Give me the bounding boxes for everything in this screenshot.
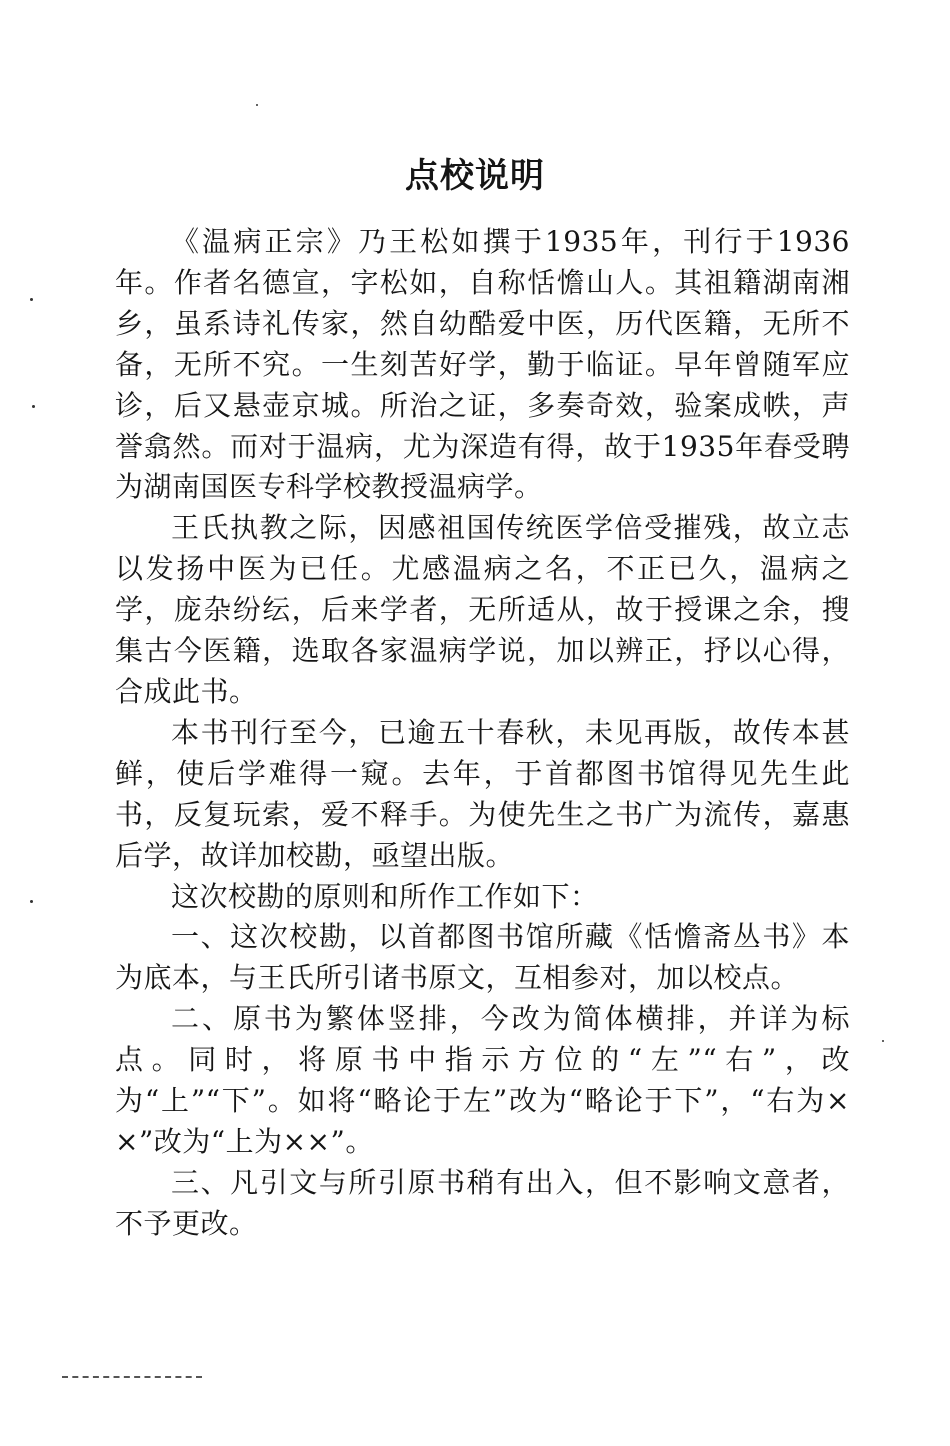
paragraph-principle-3: 三、凡引文与所引原书稍有出入，但不影响文意者，不予更改。 (115, 1165, 850, 1240)
scan-speck (30, 298, 33, 301)
paragraph-principle-2: 二、原书为繁体竖排，今改为简体横排，并详为标点。同时，将原书中指示方位的“左”“右”，改为“上”“下”。如将“略论于左”改为“略论于下”，“右为××”改为“上为××”。 (115, 1002, 850, 1158)
paragraph-principle-1: 一、这次校勘，以首都图书馆所藏《恬憺斋丛书》本为底本，与王氏所引诸书原文，互相参对，加以校点。 (115, 920, 850, 995)
scan-speck (256, 104, 258, 106)
scan-speck (30, 900, 33, 903)
scan-speck (882, 1040, 884, 1042)
paragraph-author-motive: 王氏执教之际，因感祖国传统医学倍受摧残，故立志以发扬中医为已任。尤感温病之名，不正已久，温病之学，庞杂纷纭，后来学者，无所适从，故于授课之余，搜集古今医籍，选取各家温病学说，加以辨正，抒以心得，合成此书。 (115, 511, 850, 708)
paragraph-principles-intro: 这次校勘的原则和所作工作如下： (171, 879, 599, 913)
page-title: 点校说明 (405, 156, 545, 196)
footer-rule (62, 1376, 202, 1380)
paragraph-intro: 《温病正宗》乃王松如撰于1935年，刊行于1936年。作者名德宣，字松如，自称恬憺山人。其祖籍湖南湘乡，虽系诗礼传家，然自幼酷爱中医，历代医籍，无所不备，无所不究。一生刻苦好学，勤于临证。早年曾随军应诊，后又悬壶京城。所治之证，多奏奇效，验案成帙，声誉翕然。而对于温病，尤为深造有得，故于1935年春受聘为湖南国医专科学校教授温病学。 (115, 225, 850, 504)
scan-speck (32, 405, 35, 408)
body-text (115, 222, 850, 1245)
paragraph-publication: 本书刊行至今，已逾五十春秋，未见再版，故传本甚鲜，使后学难得一窥。去年，于首都图书馆得见先生此书，反复玩索，爱不释手。为使先生之书广为流传，嘉惠后学，故详加校勘，亟望出版。 (115, 715, 850, 872)
